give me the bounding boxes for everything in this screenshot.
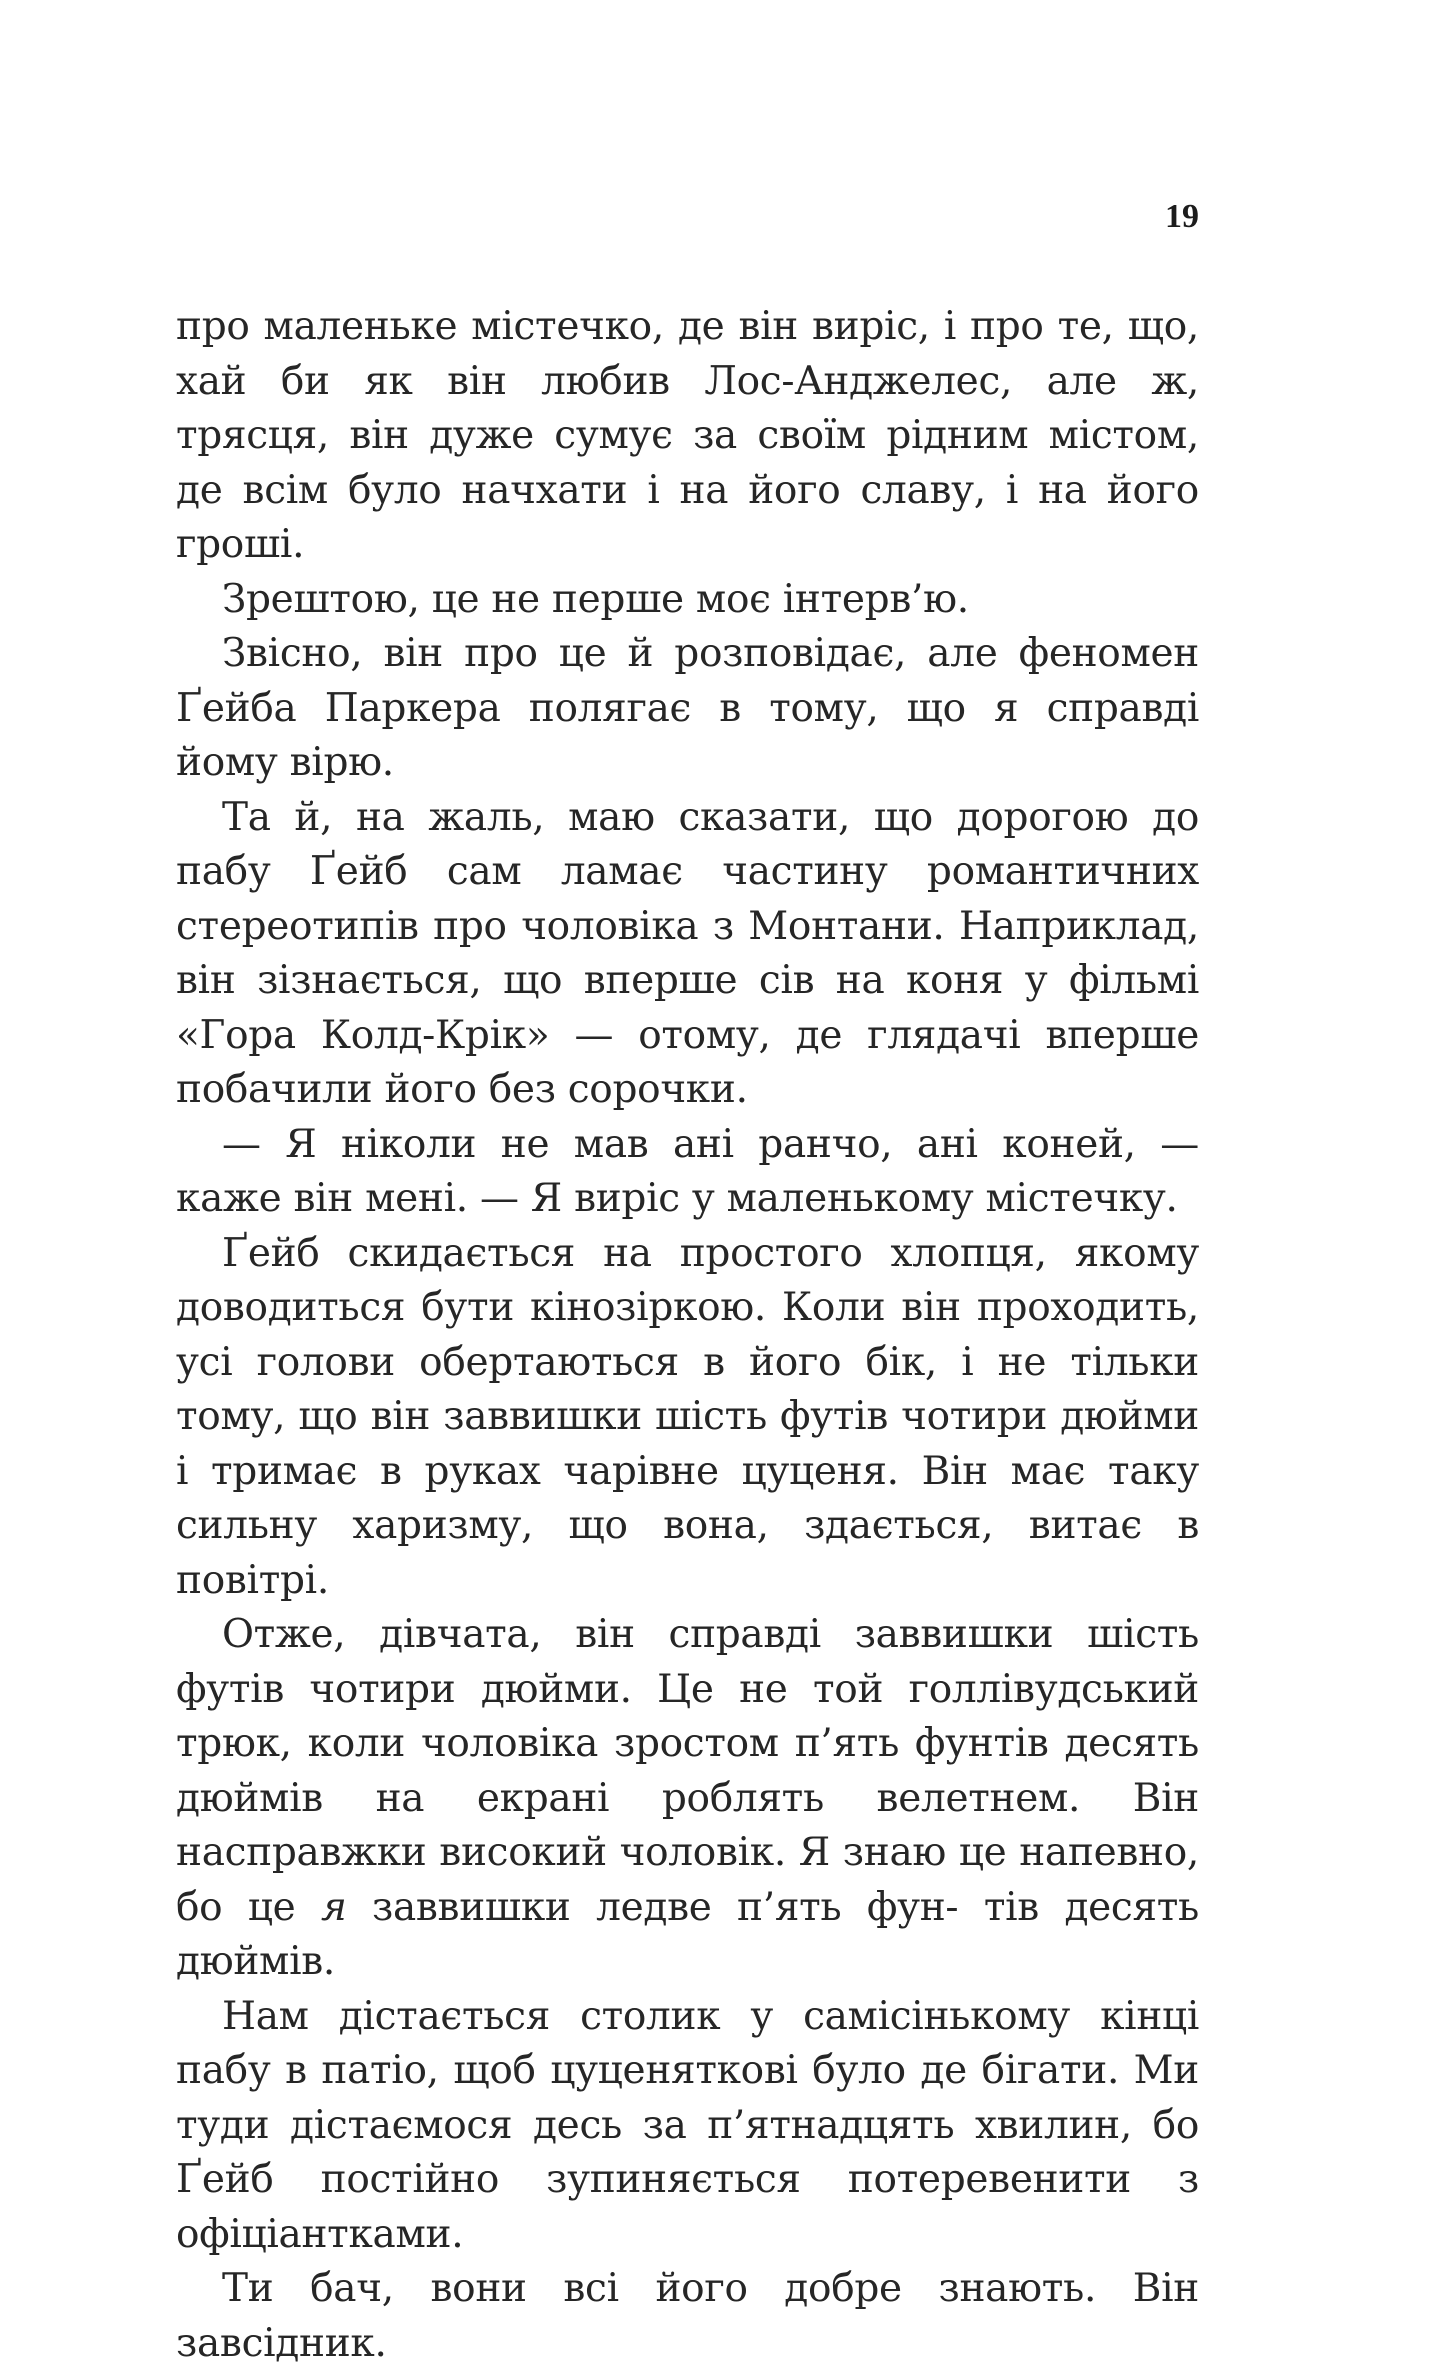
paragraph: Зрештою, це не перше моє інтерв’ю. (222, 576, 969, 622)
paragraph-text: заввишки ледве п’ять фун- (346, 1884, 959, 1930)
paragraph: про маленьке містечко, де він виріс, і про те, що, хай би як він любив Лос-Анджелес, але ж, трясця, він дуже сумує за своїм рідним містом, де всім було начхати і на його славу, і на його гроші. (176, 304, 1199, 567)
body-text (176, 300, 1199, 2371)
paragraph (176, 1608, 1199, 1990)
paragraph-text: тів десять дюймів. (176, 1884, 1199, 1984)
page-number: 19 (1165, 198, 1199, 235)
paragraph-text: Отже, дівчата, він справді заввишки шість футів чотири дюйми. Це не той голлівудський трюк, коли чоловіка зростом п’ять фунтів десять дюймів на екрані роблять велетнем. Він насправжки високий чоловік. (176, 1612, 1199, 1875)
paragraph: Звісно, він про це й розповідає, але феномен Ґейба Паркера полягає в тому, що я справді йому вірю. (176, 631, 1199, 785)
paragraph: Ти бач, вони всі його добре знають. Він завсідник. (176, 2266, 1199, 2366)
paragraph: Та й, на жаль, маю сказати, що дорогою до пабу Ґейб сам ламає частину романтичних стереотипів про чоловіка з Монтани. Наприклад, він зізнається, що вперше сів на коня у фільмі «Гора Колд-Крік» — отому, де глядачі вперше побачили його без сорочки. (176, 794, 1199, 1112)
paragraph: Нам дістається столик у самісінькому кінці пабу в патіо, щоб цуценяткові було де бігати. Ми туди дістаємося десь за п’ятнадцять хвилин, бо Ґейб постійно зупиняється потеревенити з офіціантками. (176, 1993, 1199, 2257)
italic-emphasis: я (320, 1884, 347, 1930)
paragraph: Ґейб скидається на простого хлопця, якому доводиться бути кінозіркою. Коли він проходить, усі голови обертаються в його бік, і не тільки тому, що він заввишки шість футів чотири дюйми і тримає в руках чарівне цуценя. Він має таку сильну харизму, що вона, здається, витає в повітрі. (176, 1230, 1199, 1603)
paragraph-text: Я знаю це напевно, бо це (176, 1830, 1199, 1930)
paragraph: — Я ніколи не мав ані ранчо, ані коней, — каже він мені. — Я виріс у маленькому містечку. (176, 1121, 1199, 1221)
